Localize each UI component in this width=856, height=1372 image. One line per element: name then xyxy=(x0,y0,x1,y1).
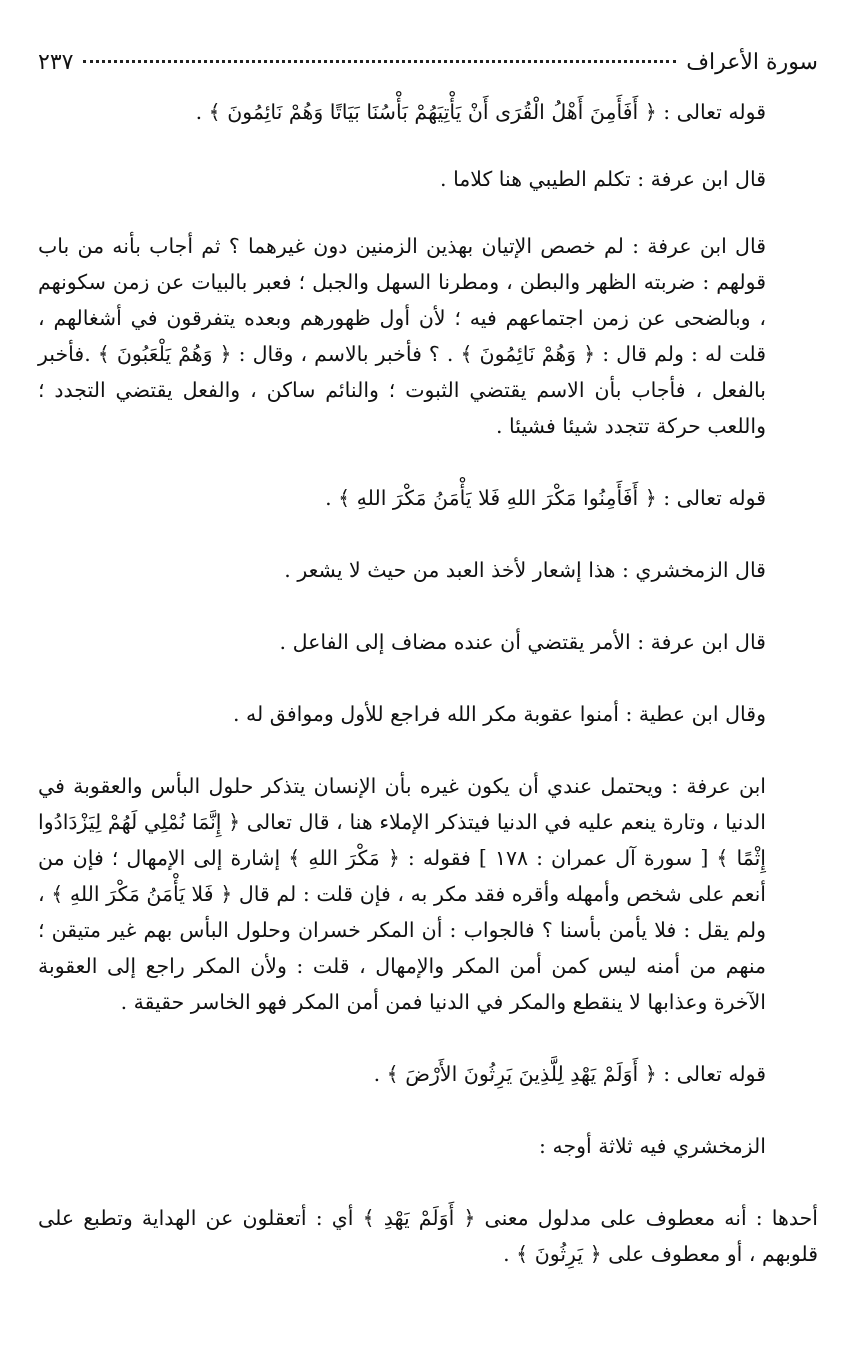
paragraph-11: أحدها : أنه معطوف على مدلول معنى ﴿ أَوَلَمْ يَهْدِ ﴾ أي : أتعقلون عن الهداية وتطبع على قلوبهم ، أو معطوف على ﴿ يَرِثُونَ ﴾ . xyxy=(38,1206,818,1266)
running-header xyxy=(38,50,818,88)
paragraph-9: قوله تعالى : ﴿ أَوَلَمْ يَهْدِ لِلَّذِينَ يَرِثُونَ الأَرْضَ ﴾ . xyxy=(373,1062,766,1086)
dotted-leader xyxy=(83,50,676,63)
paragraph-6: قال ابن عرفة : الأمر يقتضي أن عنده مضاف إلى الفاعل . xyxy=(279,630,766,654)
paragraph-5: قال الزمخشري : هذا إشعار لأخذ العبد من حيث لا يشعر . xyxy=(284,558,766,582)
paragraph-3: قال ابن عرفة : لم خصص الإتيان بهذين الزمنين دون غيرهما ؟ ثم أجاب بأنه من باب قولهم : ضربته الظهر والبطن ، ومطرنا السهل والجبل ؛ فعبر بالبيات عن زمن سكونهم ، وبالضحى عن زمن اجتماعهم فيه ؛ لأن أول ظهورهم وبعده يتفرقون في أشغالهم ، قلت له : ولم قال : ﴿ وَهُمْ نَائِمُونَ ﴾ . ؟ فأخبر بالاسم ، وقال : ﴿ وَهُمْ يَلْعَبُونَ ﴾ .فأخبر بالفعل ، فأجاب بأن الاسم يقتضي الثبوت ؛ والنائم ساكن ، والفعل يقتضي التجدد ؛ واللعب حركة تتجدد شيئا فشيئا . xyxy=(38,234,766,438)
book-page xyxy=(38,50,818,1352)
paragraph-7: وقال ابن عطية : أمنوا عقوبة مكر الله فراجع للأول وموافق له . xyxy=(232,702,766,726)
paragraph-1: قوله تعالى : ﴿ أَفَأَمِنَ أَهْلُ الْقُرَى أَنْ يَأْتِيَهُمْ بَأْسُنَا بَيَاتًا وَهُمْ نَائِمُونَ ﴾ . xyxy=(195,100,766,124)
paragraph-8: ابن عرفة : ويحتمل عندي أن يكون غيره بأن الإنسان يتذكر حلول البأس والعقوبة في الدنيا ، وتارة ينعم عليه في الدنيا فيتذكر الإملاء هنا ، قال تعالى ﴿ إِنَّمَا نُمْلِي لَهُمْ لِيَزْدَادُوا إِثْمًا ﴾ [ سورة آل عمران : ١٧٨ ] فقوله : ﴿ مَكْرَ اللهِ ﴾ إشارة إلى الإمهال ؛ فإن من أنعم على شخص وأمهله وأقره فقد مكر به ، فإن قلت : لم قال ﴿ فَلا يَأْمَنُ مَكْرَ اللهِ ﴾ ، ولم يقل : فلا يأمن بأسنا ؟ فالجواب : أن المكر خسران وحلول البأس بهم غير متيقن ؛ منهم من أمنه ليس كمن أمن المكر والإمهال ، قلت : ولأن المكر راجع إلى العقوبة الآخرة وعذابها لا ينقطع والمكر في الدنيا فمن أمن المكر فهو الخاسر حقيقة . xyxy=(38,774,767,1014)
paragraph-2: قال ابن عرفة : تكلم الطيبي هنا كلاما . xyxy=(440,167,766,191)
paragraph-10: الزمخشري فيه ثلاثة أوجه : xyxy=(539,1134,766,1158)
paragraph-4: قوله تعالى : ﴿ أَفَأَمِنُوا مَكْرَ اللهِ فَلا يَأْمَنُ مَكْرَ اللهِ ﴾ . xyxy=(325,486,766,510)
page-number: ٢٣٧ xyxy=(38,50,74,75)
surah-title: سورة الأعراف xyxy=(686,50,818,75)
